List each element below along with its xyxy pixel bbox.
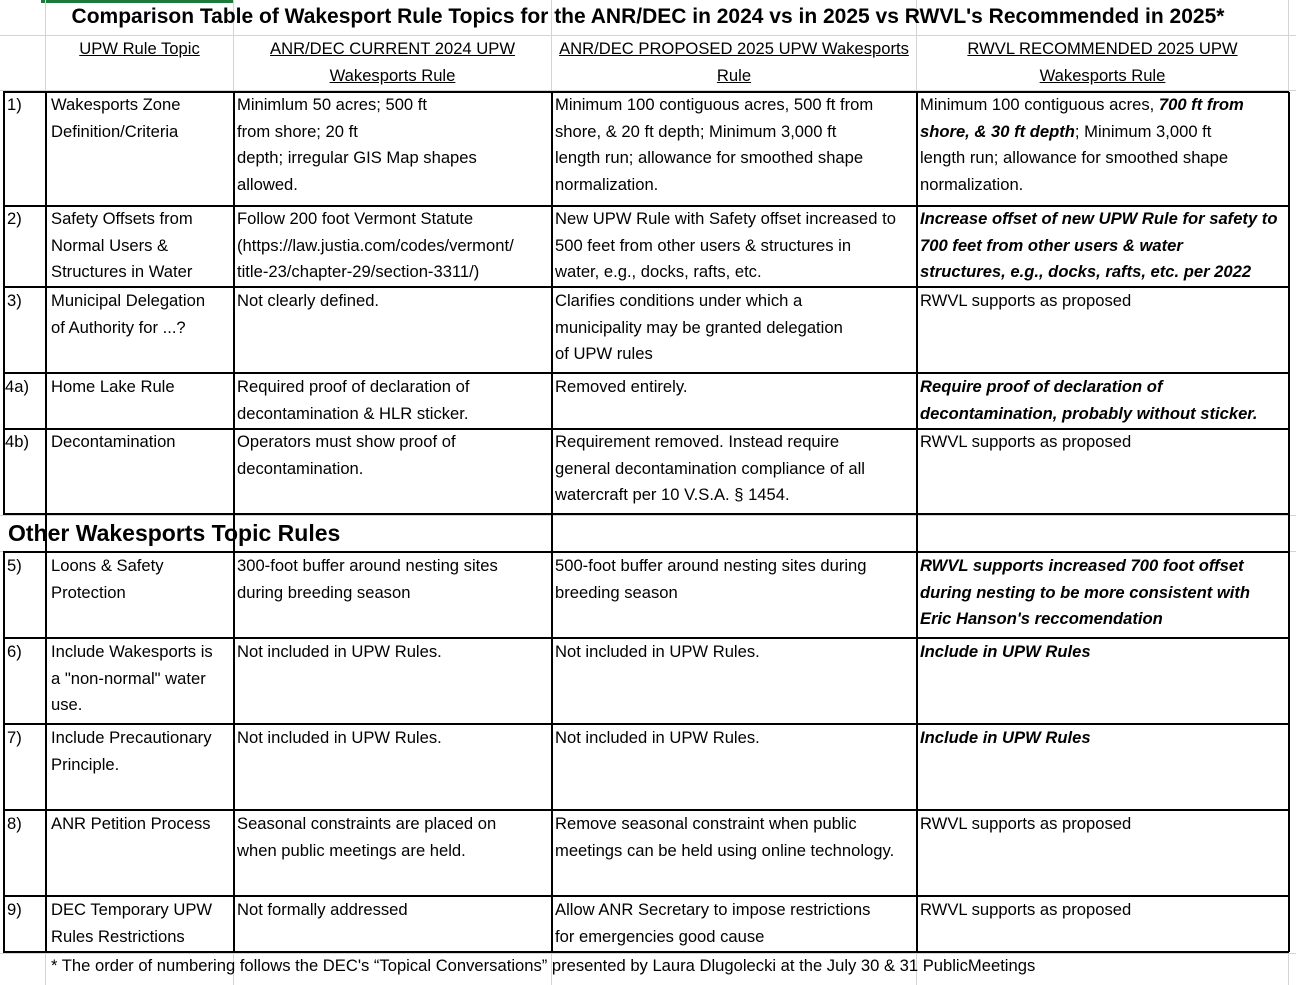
header-line: ANR/DEC CURRENT 2024 UPW xyxy=(270,39,515,58)
cell-line: ANR Petition Process xyxy=(51,814,211,833)
cell-line: title-23/chapter-29/section-3311/) xyxy=(237,262,480,281)
cell-line: RWVL supports increased 700 foot offset xyxy=(920,556,1244,575)
topic-cell xyxy=(51,811,211,838)
proposed-rule-cell xyxy=(555,811,894,864)
proposed-rule-cell xyxy=(555,725,760,752)
cell-line: decontamination. xyxy=(237,458,364,478)
cell-line: Decontamination xyxy=(51,432,176,451)
header-line: RWVL RECOMMENDED 2025 UPW xyxy=(967,39,1238,58)
row-number: 9) xyxy=(7,900,22,919)
row-number: 5) xyxy=(7,556,22,575)
cell-line: Not formally addressed xyxy=(237,900,408,919)
cell-line: Rules Restrictions xyxy=(51,926,185,946)
proposed-rule-cell xyxy=(555,429,865,509)
recommended-rule-cell xyxy=(920,206,1277,286)
row-number: 4a) xyxy=(5,377,29,396)
cell-line: Normal Users & xyxy=(51,235,169,255)
current-rule-cell xyxy=(237,725,442,752)
table-border xyxy=(1288,92,1290,952)
table-border xyxy=(551,92,553,952)
current-rule-cell xyxy=(237,553,498,606)
current-rule-cell xyxy=(237,897,408,924)
topic-cell xyxy=(51,374,175,401)
proposed-rule-cell xyxy=(555,897,870,950)
cell-line: RWVL supports as proposed xyxy=(920,900,1132,919)
cell-text: ; Minimum 3,000 ft xyxy=(1074,121,1212,141)
cell-line: decontamination, probably without sticker. xyxy=(920,403,1258,423)
cell-line: Municipal Delegation xyxy=(51,291,206,310)
header-line: Rule xyxy=(716,65,752,85)
cell-line: Required proof of declaration of xyxy=(237,377,470,396)
section-title: Other Wakesports Topic Rules xyxy=(8,520,341,546)
row-number: 4b) xyxy=(5,432,29,451)
recommended-rule-cell xyxy=(920,553,1250,633)
cell-line: during nesting to be more consistent with xyxy=(920,582,1251,602)
cell-line: DEC Temporary UPW xyxy=(51,900,213,919)
table-border xyxy=(3,513,1289,515)
topic-cell xyxy=(51,429,176,456)
cell-line: 500 feet from other users & structures in xyxy=(555,235,852,255)
table-border xyxy=(916,92,918,952)
cell-line: Removed entirely. xyxy=(555,377,688,396)
cell-line: Clarifies conditions under which a xyxy=(555,291,803,310)
header-proposed xyxy=(552,36,916,89)
cell-line: Increase offset of new UPW Rule for safety to xyxy=(920,209,1278,228)
cell-line: Loons & Safety xyxy=(51,556,164,575)
topic-cell xyxy=(51,288,205,341)
header-line: Wakesports Rule xyxy=(329,65,456,85)
current-rule-cell xyxy=(237,206,514,286)
cell-text: Minimum 100 contiguous acres, xyxy=(920,95,1159,114)
cell-line: Not included in UPW Rules. xyxy=(555,728,760,747)
row-number: 6) xyxy=(7,642,22,661)
recommended-rule-cell xyxy=(920,374,1257,427)
cell-line: Minimum 100 contiguous acres, 500 ft from xyxy=(555,95,874,114)
cell-line: Minimlum 50 acres; 500 ft xyxy=(237,95,427,114)
cell-line: structures, e.g., docks, rafts, etc. per 2022 xyxy=(920,262,1252,281)
cell-line: 500-foot buffer around nesting sites during xyxy=(555,556,867,575)
cell-line: Not clearly defined. xyxy=(237,291,380,310)
gridline xyxy=(0,515,1296,516)
cell-line: length run; allowance for smoothed shape xyxy=(920,148,1229,167)
cell-line: Protection xyxy=(51,582,126,602)
row-number: 7) xyxy=(7,728,22,747)
cell-line: Requirement removed. Instead require xyxy=(555,432,840,451)
cell-line: municipality may be granted delegation xyxy=(555,317,843,337)
cell-line: during breeding season xyxy=(237,582,411,602)
cell-line: Include in UPW Rules xyxy=(920,728,1091,747)
cell-line xyxy=(920,92,1244,119)
cell-line: Home Lake Rule xyxy=(51,377,175,396)
cell-line: Safety Offsets from xyxy=(51,209,193,228)
cell-line: normalization. xyxy=(920,174,1024,194)
header-line: Wakesports Rule xyxy=(1039,65,1166,85)
recommended-rule-cell xyxy=(920,429,1131,456)
cell-line: breeding season xyxy=(555,582,678,602)
cell-line: allowed. xyxy=(237,174,298,194)
proposed-rule-cell xyxy=(555,374,688,401)
row-number: 2) xyxy=(7,209,22,228)
current-rule-cell xyxy=(237,288,379,315)
cell-line: normalization. xyxy=(555,174,659,194)
footnote: * The order of numbering follows the DEC's “Topical Conversations” presented by Laura Dlugolecki at the July 30 & 31 PublicMeetings xyxy=(51,956,1036,975)
proposed-rule-cell xyxy=(555,92,873,198)
cell-line: 700 feet from other users & water xyxy=(920,235,1183,255)
header-topic xyxy=(46,36,233,63)
current-rule-cell xyxy=(237,639,442,666)
header-line: UPW Rule Topic xyxy=(79,39,200,58)
topic-cell xyxy=(51,639,213,719)
cell-line: Not included in UPW Rules. xyxy=(555,642,760,661)
cell-line: 300-foot buffer around nesting sites xyxy=(237,556,498,575)
header-current xyxy=(234,36,551,89)
row-number: 1) xyxy=(7,95,22,114)
topic-cell xyxy=(51,725,212,778)
cell-line: New UPW Rule with Safety offset increased to xyxy=(555,209,896,228)
recommended-rule-cell xyxy=(920,288,1131,315)
cell-line: water, e.g., docks, rafts, etc. xyxy=(555,262,762,281)
current-rule-cell xyxy=(237,92,477,198)
cell-line: a "non-normal" water xyxy=(51,668,206,688)
cell-line: Include in UPW Rules xyxy=(920,642,1091,661)
cell-line: RWVL supports as proposed xyxy=(920,814,1132,833)
cell-line: of UPW rules xyxy=(555,344,653,363)
current-rule-cell xyxy=(237,811,496,864)
cell-line: from shore; 20 ft xyxy=(237,121,358,141)
topic-cell xyxy=(51,897,212,950)
cell-line: decontamination & HLR sticker. xyxy=(237,403,469,423)
cell-line: Remove seasonal constraint when public xyxy=(555,814,857,833)
header-recommended xyxy=(917,36,1288,89)
topic-cell xyxy=(51,553,164,606)
cell-line: of Authority for ...? xyxy=(51,317,186,337)
proposed-rule-cell xyxy=(555,553,867,606)
cell-line: watercraft per 10 V.S.A. § 1454. xyxy=(555,485,790,504)
topic-cell xyxy=(51,92,180,145)
cell-line: Follow 200 foot Vermont Statute xyxy=(237,209,474,228)
table-border xyxy=(3,551,5,952)
cell-line: when public meetings are held. xyxy=(237,840,466,860)
recommended-rule-cell xyxy=(920,811,1131,838)
cell-line: depth; irregular GIS Map shapes xyxy=(237,148,477,167)
cell-line: Principle. xyxy=(51,754,120,774)
cell-line: use. xyxy=(51,695,83,714)
cell-line: Definition/Criteria xyxy=(51,121,179,141)
cell-line: (https://law.justia.com/codes/vermont/ xyxy=(237,235,514,255)
cell-line: shore, & 20 ft depth; Minimum 3,000 ft xyxy=(555,121,837,141)
cell-line: Operators must show proof of xyxy=(237,432,456,451)
proposed-rule-cell xyxy=(555,206,896,286)
cell-line: Seasonal constraints are placed on xyxy=(237,814,497,833)
cell-line: RWVL supports as proposed xyxy=(920,291,1132,310)
proposed-rule-cell xyxy=(555,639,760,666)
cell-line: Include Wakesports is xyxy=(51,642,213,661)
cell-line: length run; allowance for smoothed shape xyxy=(555,148,864,167)
recommended-rule-cell xyxy=(920,897,1131,924)
cell-line: meetings can be held using online technology. xyxy=(555,840,895,860)
current-rule-cell xyxy=(237,374,469,427)
recommended-rule-cell xyxy=(920,92,1244,198)
recommended-rule-cell xyxy=(920,725,1091,752)
cell-line: general decontamination compliance of all xyxy=(555,458,865,478)
cell-line: Wakesports Zone xyxy=(51,95,181,114)
row-number: 8) xyxy=(7,814,22,833)
current-rule-cell xyxy=(237,429,456,482)
cell-line: Not included in UPW Rules. xyxy=(237,728,442,747)
cell-line xyxy=(920,119,1244,146)
header-line: ANR/DEC PROPOSED 2025 UPW Wakesports xyxy=(559,39,909,58)
cell-text-emphasis: shore, & 30 ft depth xyxy=(920,121,1075,141)
cell-line: Include Precautionary xyxy=(51,728,212,747)
cell-line: RWVL supports as proposed xyxy=(920,432,1132,451)
cell-line: Not included in UPW Rules. xyxy=(237,642,442,661)
cell-line: Structures in Water xyxy=(51,262,193,281)
recommended-rule-cell xyxy=(920,639,1091,666)
topic-cell xyxy=(51,206,193,286)
row-number: 3) xyxy=(7,291,22,310)
cell-line: Eric Hanson's reccomendation xyxy=(920,609,1163,628)
cell-line: Allow ANR Secretary to impose restrictions xyxy=(555,900,871,919)
table-title: Comparison Table of Wakesport Rule Topics for the ANR/DEC in 2024 vs in 2025 vs RWVL's Recommended in 2025* xyxy=(71,5,1225,28)
proposed-rule-cell xyxy=(555,288,843,368)
cell-line: for emergencies good cause xyxy=(555,926,765,946)
cell-line: Require proof of declaration of xyxy=(920,377,1163,396)
cell-text-emphasis: 700 ft from xyxy=(1158,95,1244,114)
